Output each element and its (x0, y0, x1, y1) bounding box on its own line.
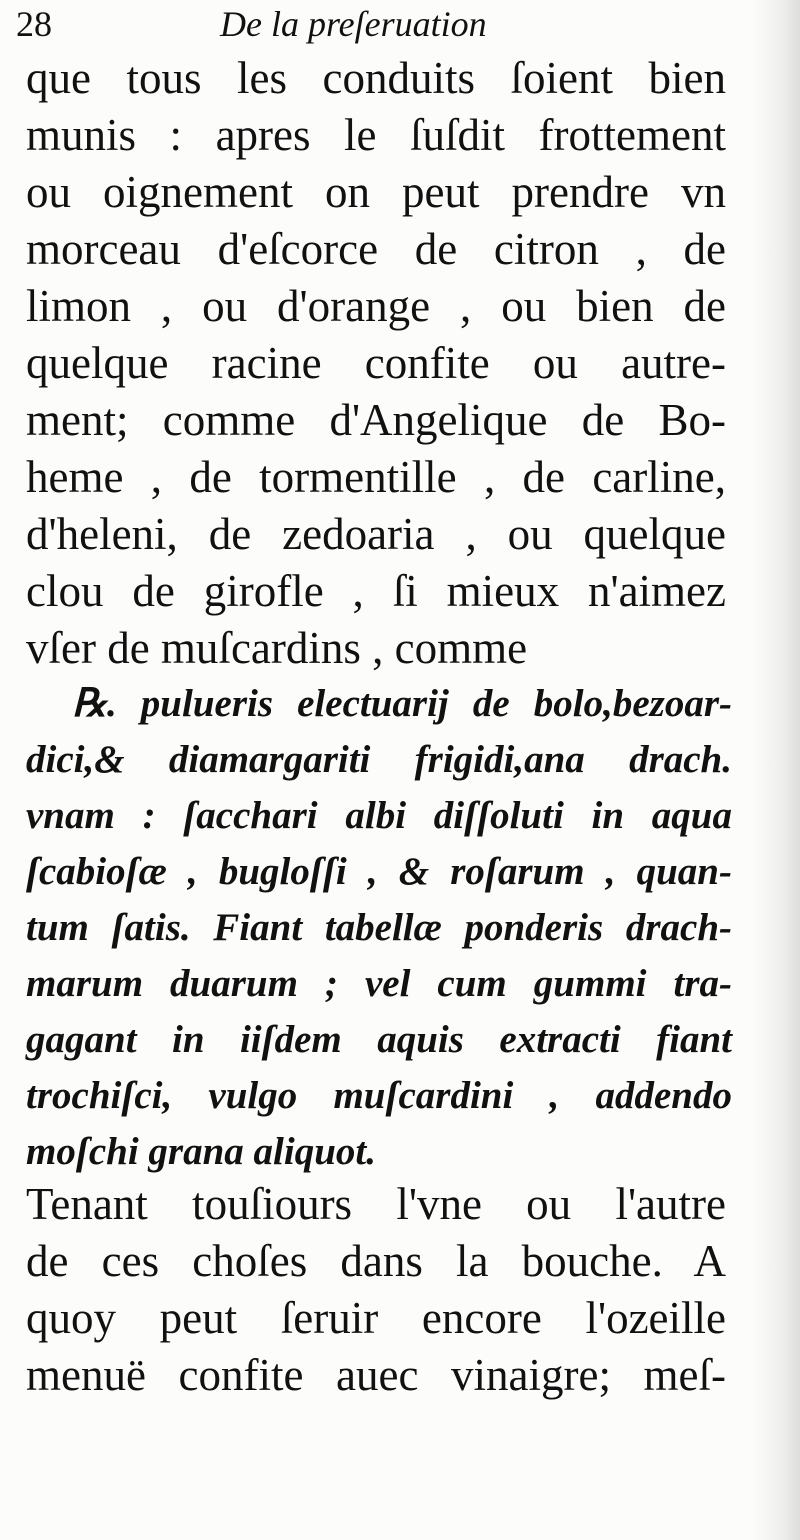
text-line: quelque racine confite ou autre- (26, 338, 726, 388)
latin-recipe (26, 676, 732, 1180)
text-line: ou oignement on peut prendre vn (26, 167, 726, 217)
text-line: quoy peut ſeruir encore l'ozeille (26, 1293, 726, 1343)
running-title: De la preſeruation (220, 4, 487, 44)
text-line: d'heleni, de zedoaria , ou quelque (26, 509, 726, 559)
text-line: de ces choſes dans la bouche. A (26, 1236, 726, 1286)
page-number: 28 (16, 4, 52, 44)
text-line: morceau d'eſcorce de citron , de (26, 224, 726, 274)
text-line: limon , ou d'orange , ou bien de (26, 281, 726, 331)
text-line: que tous les conduits ſoient bien (26, 53, 726, 103)
text-line: vſer de muſcardins , comme (26, 623, 528, 673)
recipe-line: marum duarum ; vel cum gummi tra- (26, 962, 732, 1005)
recipe-line: ſcabioſæ , bugloſſi , & roſarum , quan- (26, 850, 732, 893)
text-line: Tenant touſiours l'vne ou l'autre (26, 1179, 726, 1229)
recipe-line: dici,& diamargariti frigidi,ana drach. (26, 738, 732, 781)
recipe-line: ℞. pulueris electuarij de bolo,bezoar- (72, 682, 732, 725)
text-line: heme , de tormentille , de carline, (26, 452, 726, 502)
paragraph-2 (26, 1176, 726, 1404)
text-line: munis : apres le ſuſdit frottement (26, 110, 726, 160)
recipe-line: tum ſatis. Fiant tabellæ ponderis drach- (26, 906, 732, 949)
recipe-line: vnam : ſacchari albi diſſoluti in aqua (26, 794, 732, 837)
paragraph-1 (26, 50, 726, 677)
text-line: ment; comme d'Angelique de Bo- (26, 395, 726, 445)
text-line: menuë confite auec vinaigre; meſ- (26, 1350, 726, 1400)
recipe-line: trochiſci, vulgo muſcardini , addendo (26, 1074, 732, 1117)
text-line: clou de girofle , ſi mieux n'aimez (26, 566, 726, 616)
page-gutter-shadow (752, 0, 800, 1540)
recipe-line: moſchi grana aliquot. (26, 1130, 376, 1173)
page-header (16, 2, 776, 48)
recipe-line: gagant in iiſdem aquis extracti fiant (26, 1018, 732, 1061)
